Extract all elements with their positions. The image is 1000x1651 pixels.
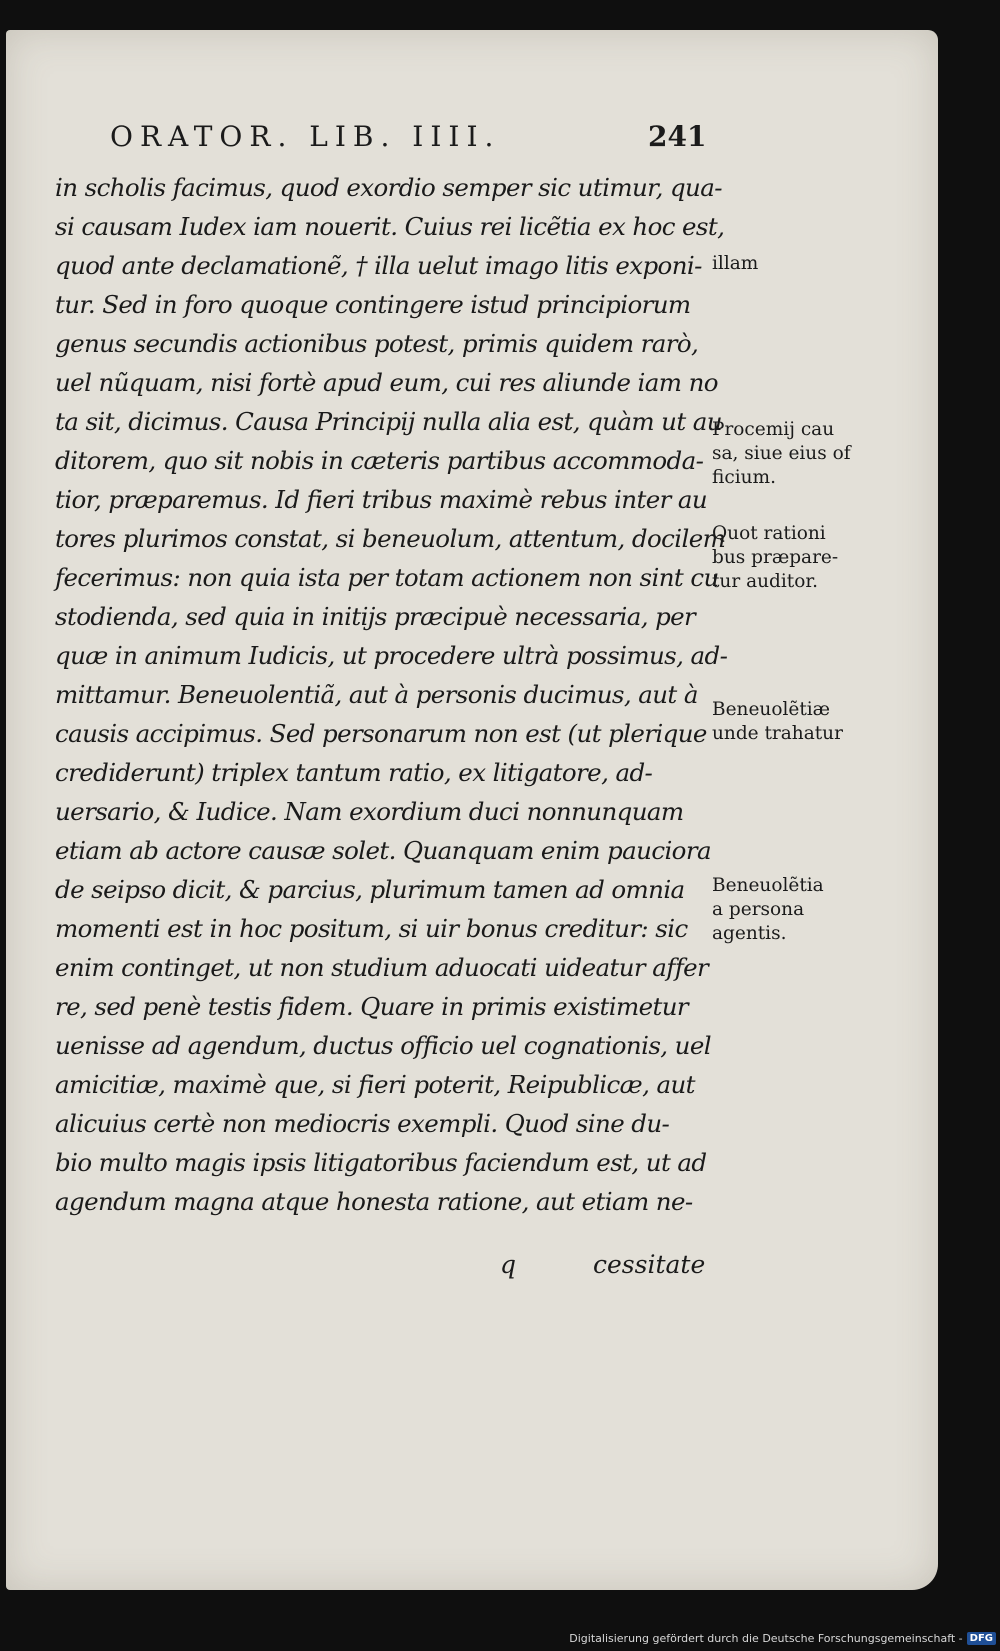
dfg-logo: DFG <box>967 1632 996 1645</box>
margin-note-illam <box>712 252 862 276</box>
text-line: uenisse ad agendum, ductus officio uel cognationis, uel <box>55 1031 711 1060</box>
running-head-title: ORATOR. LIB. IIII. <box>110 120 501 153</box>
margin-note-line: agentis. <box>712 923 787 944</box>
margin-note-line: ficium. <box>712 467 776 488</box>
text-line: si causam Iudex iam nouerit. Cuius rei licẽtia ex hoc est, <box>55 212 725 241</box>
text-line: alicuius certè non mediocris exempli. Quod sine du- <box>55 1109 670 1138</box>
margin-note-line: Quot rationi <box>712 523 826 544</box>
margin-note-line: illam <box>712 253 759 274</box>
text-line: causis accipimus. Sed personarum non est (ut plerique <box>55 719 707 748</box>
margin-note-line: bus præpare- <box>712 547 839 568</box>
main-text-block <box>55 168 728 1221</box>
text-line: tores plurimos constat, si beneuolum, attentum, docilem <box>55 524 726 553</box>
margin-note-procemij <box>712 418 862 490</box>
digitization-credit <box>569 1632 996 1645</box>
text-line: crediderunt) triplex tantum ratio, ex litigatore, ad- <box>55 758 653 787</box>
margin-note-line: Beneuolẽtiæ <box>712 699 831 720</box>
margin-note-line: Beneuolẽtia <box>712 875 824 896</box>
text-line: quod ante declamationẽ, † illa uelut imago litis exponi- <box>55 251 702 280</box>
text-line: stodienda, sed quia in initijs præcipuè necessaria, per <box>55 602 696 631</box>
margin-note-beneuolentia-persona <box>712 874 862 946</box>
text-line: de seipso dicit, & parcius, plurimum tamen ad omnia <box>55 875 685 904</box>
margin-note-quot-rationibus <box>712 522 862 594</box>
credit-text: Digitalisierung gefördert durch die Deutsche Forschungsgemeinschaft - <box>569 1632 963 1645</box>
folio-number: 241 <box>648 120 707 153</box>
text-line: ta sit, dicimus. Causa Principij nulla alia est, quàm ut au <box>55 407 722 436</box>
text-line: tior, præparemus. Id fieri tribus maximè rebus inter au <box>55 485 708 514</box>
text-line: fecerimus: non quia ista per totam actionem non sint cu <box>55 563 719 592</box>
margin-note-beneuolentiae-unde <box>712 698 862 746</box>
text-line: re, sed penè testis fidem. Quare in primis existimetur <box>55 992 689 1021</box>
text-line: in scholis facimus, quod exordio semper sic utimur, qua- <box>55 173 722 202</box>
text-line: mittamur. Beneuolentiã, aut à personis ducimus, aut à <box>55 680 698 709</box>
text-line: bio multo magis ipsis litigatoribus faciendum est, ut ad <box>55 1148 707 1177</box>
text-line: agendum magna atque honesta ratione, aut etiam ne- <box>55 1187 693 1216</box>
margin-note-line: Procemij cau <box>712 419 835 440</box>
text-line: quæ in animum Iudicis, ut procedere ultrà possimus, ad- <box>55 641 728 670</box>
text-line: etiam ab actore causæ solet. Quanquam enim pauciora <box>55 836 711 865</box>
text-line: momenti est in hoc positum, si uir bonus creditur: sic <box>55 914 688 943</box>
margin-note-line: tur auditor. <box>712 571 819 592</box>
signature-mark: q <box>500 1250 517 1279</box>
text-line: tur. Sed in foro quoque contingere istud principiorum <box>55 290 691 319</box>
catchword: cessitate <box>593 1250 706 1279</box>
margin-note-line: unde trahatur <box>712 723 843 744</box>
margin-note-line: a persona <box>712 899 805 920</box>
text-line: uel nũquam, nisi fortè apud eum, cui res aliunde iam no <box>55 368 718 397</box>
text-line: uersario, & Iudice. Nam exordium duci nonnunquam <box>55 797 684 826</box>
text-line: genus secundis actionibus potest, primis quidem rarò, <box>55 329 699 358</box>
margin-note-line: sa, siue eius of <box>712 443 851 464</box>
text-line: amicitiæ, maximè que, si fieri poterit, Reipublicæ, aut <box>55 1070 695 1099</box>
text-line: ditorem, quo sit nobis in cæteris partibus accommoda- <box>55 446 704 475</box>
text-line: enim continget, ut non studium aduocati uideatur affer <box>55 953 709 982</box>
